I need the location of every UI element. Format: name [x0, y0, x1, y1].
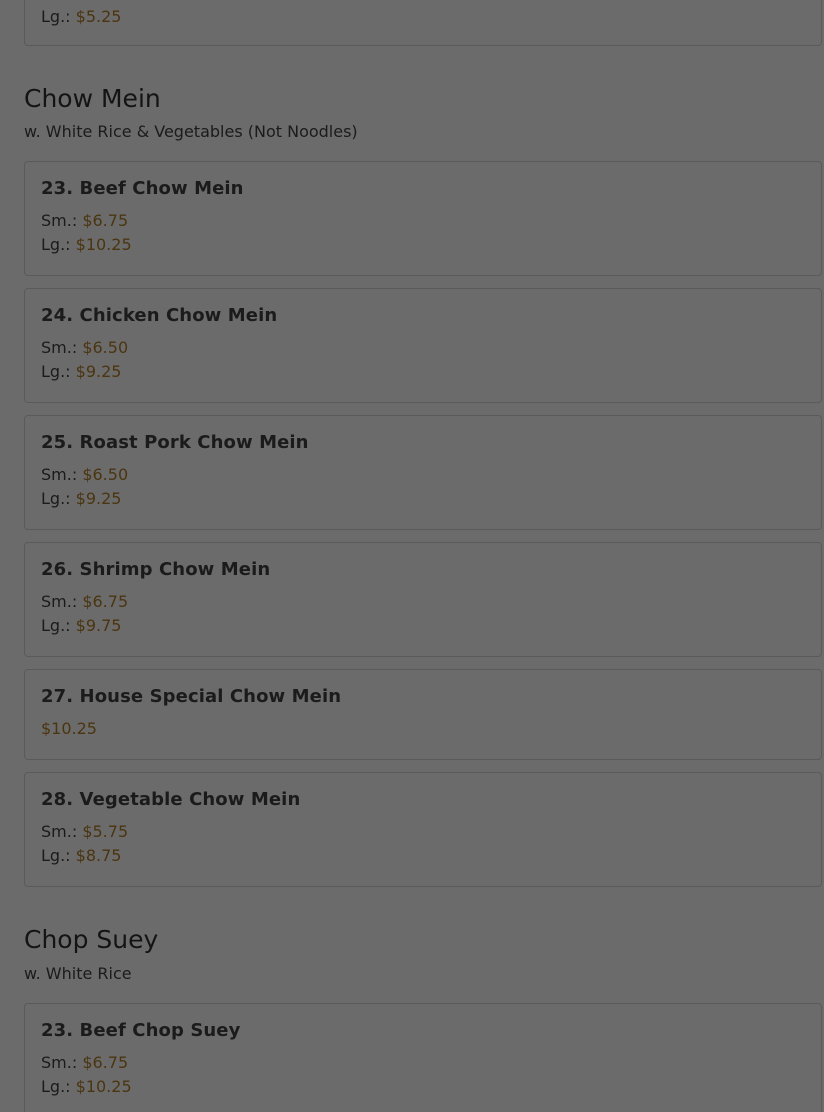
price-label: Lg.: [41, 7, 71, 26]
price-label: Sm.: [41, 465, 78, 484]
price-label: Lg.: [41, 1077, 71, 1096]
price-row-large [41, 233, 805, 257]
menu-item-card[interactable] [24, 542, 822, 657]
menu-item-name: 27. House Special Chow Mein [41, 686, 342, 707]
price-value: $6.75 [82, 211, 129, 230]
price-label: Sm.: [41, 211, 78, 230]
menu-item-name: 24. Chicken Chow Mein [41, 305, 278, 326]
price-value: $10.25 [75, 235, 132, 254]
menu-item-name: 23. Beef Chow Mein [41, 178, 244, 199]
price-row-small [41, 820, 805, 844]
price-label: Sm.: [41, 338, 78, 357]
price-value: $9.25 [75, 362, 122, 381]
menu-item-name: 25. Roast Pork Chow Mein [41, 432, 309, 453]
menu-item-card[interactable] [24, 288, 822, 403]
price-row-small [41, 590, 805, 614]
menu-item-card[interactable] [24, 415, 822, 530]
menu-item-card[interactable] [24, 772, 822, 887]
price-row-small [41, 1051, 805, 1075]
price-label: Sm.: [41, 1053, 78, 1072]
price-row-large [41, 5, 805, 29]
price-label: Lg.: [41, 489, 71, 508]
price-row-large [41, 1075, 805, 1099]
price-row-large [41, 487, 805, 511]
price-row-small [41, 336, 805, 360]
menu-item-card[interactable] [24, 0, 822, 46]
price-value: $5.75 [82, 822, 129, 841]
price-value: $6.50 [82, 465, 129, 484]
price-value: $10.25 [75, 1077, 132, 1096]
price-value: $9.25 [75, 489, 122, 508]
menu-item-name: 28. Vegetable Chow Mein [41, 789, 301, 810]
price-label: Lg.: [41, 362, 71, 381]
price-label: Sm.: [41, 592, 78, 611]
section-title-chop-suey: Chop Suey [24, 925, 159, 954]
price-row-small [41, 463, 805, 487]
price-value: $9.75 [75, 616, 122, 635]
price-label: Lg.: [41, 846, 71, 865]
price-row-large [41, 360, 805, 384]
menu-item-card[interactable] [24, 1003, 822, 1112]
menu-item-name: 26. Shrimp Chow Mein [41, 559, 271, 580]
price-label: Lg.: [41, 616, 71, 635]
price-value: $10.25 [41, 719, 97, 738]
price-value: $6.75 [82, 592, 129, 611]
menu-item-name: 23. Beef Chop Suey [41, 1020, 241, 1041]
price-value: $6.75 [82, 1053, 129, 1072]
price-label: Sm.: [41, 822, 78, 841]
price-row-small [41, 209, 805, 233]
menu-item-card[interactable] [24, 161, 822, 276]
price-label: Lg.: [41, 235, 71, 254]
price-row-large [41, 844, 805, 868]
price-value: $6.50 [82, 338, 129, 357]
price-value: $5.25 [75, 7, 122, 26]
price-row-large [41, 614, 805, 638]
price-value: $8.75 [75, 846, 122, 865]
price-row-single [41, 717, 805, 741]
menu-item-card[interactable] [24, 669, 822, 760]
section-subtitle-chow-mein: w. White Rice & Vegetables (Not Noodles) [24, 122, 358, 141]
section-subtitle-chop-suey: w. White Rice [24, 964, 132, 983]
section-title-chow-mein: Chow Mein [24, 84, 161, 113]
